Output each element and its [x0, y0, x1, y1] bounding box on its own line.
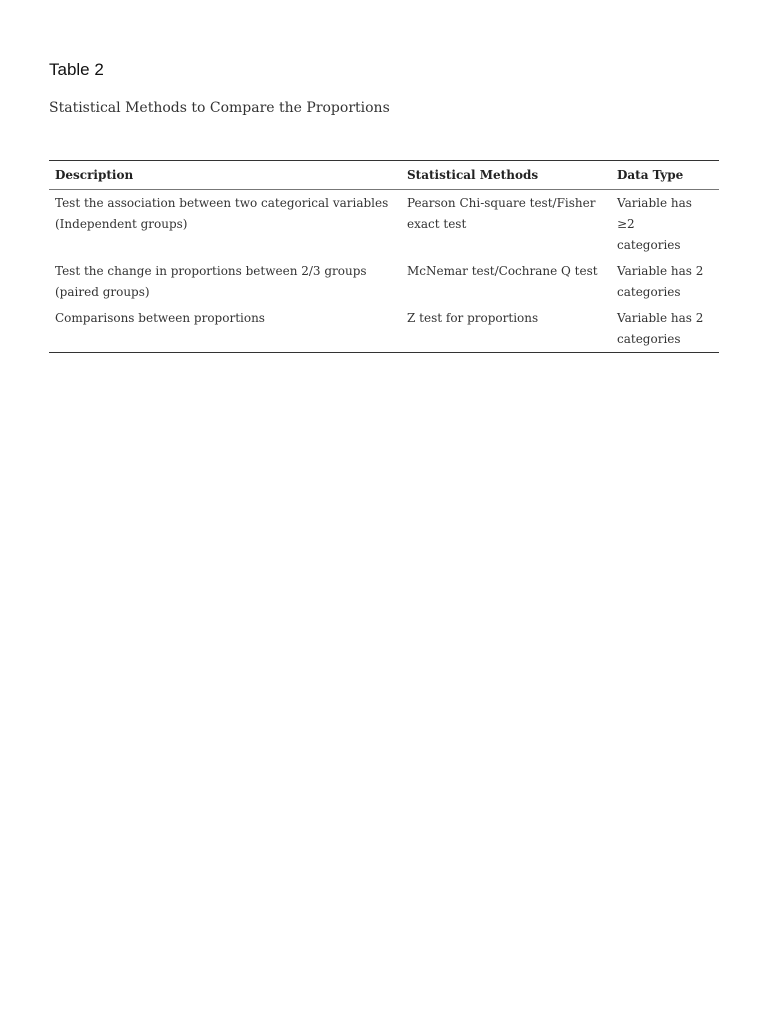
cell-line: Comparisons between proportions — [55, 311, 265, 325]
cell-line: (Independent groups) — [55, 217, 188, 231]
cell-line: Variable has 2 — [617, 311, 704, 325]
table-row — [49, 305, 719, 353]
row-description — [49, 305, 401, 353]
cell-line: categories — [617, 332, 681, 346]
row-data-type — [611, 305, 719, 353]
header-data-type: Data Type — [617, 168, 684, 182]
statistical-methods-table — [49, 160, 719, 353]
cell-line: Pearson Chi-square test/Fisher — [407, 196, 596, 210]
table-row — [49, 190, 719, 259]
cell-line: Variable has 2 — [617, 264, 704, 278]
cell-line: categories — [617, 238, 681, 252]
table-caption: Statistical Methods to Compare the Proportions — [49, 100, 390, 116]
header-statistical-methods: Statistical Methods — [407, 168, 539, 182]
header-description: Description — [55, 168, 134, 182]
cell-line: exact test — [407, 217, 467, 231]
table-label: Table 2 — [49, 60, 104, 79]
table-row — [49, 258, 719, 305]
row-data-type — [611, 190, 719, 259]
cell-line: Variable has ≥2 — [617, 196, 692, 231]
row-description — [49, 258, 401, 305]
cell-line: McNemar test/Cochrane Q test — [407, 264, 598, 278]
cell-line: (paired groups) — [55, 285, 150, 299]
row-method — [401, 305, 611, 353]
cell-line: Test the association between two categorical variables — [55, 196, 389, 210]
row-method — [401, 190, 611, 259]
row-description — [49, 190, 401, 259]
row-method — [401, 258, 611, 305]
cell-line: categories — [617, 285, 681, 299]
row-data-type — [611, 258, 719, 305]
cell-line: Z test for proportions — [407, 311, 539, 325]
cell-line: Test the change in proportions between 2/3 groups — [55, 264, 367, 278]
table-header-row — [49, 161, 719, 190]
